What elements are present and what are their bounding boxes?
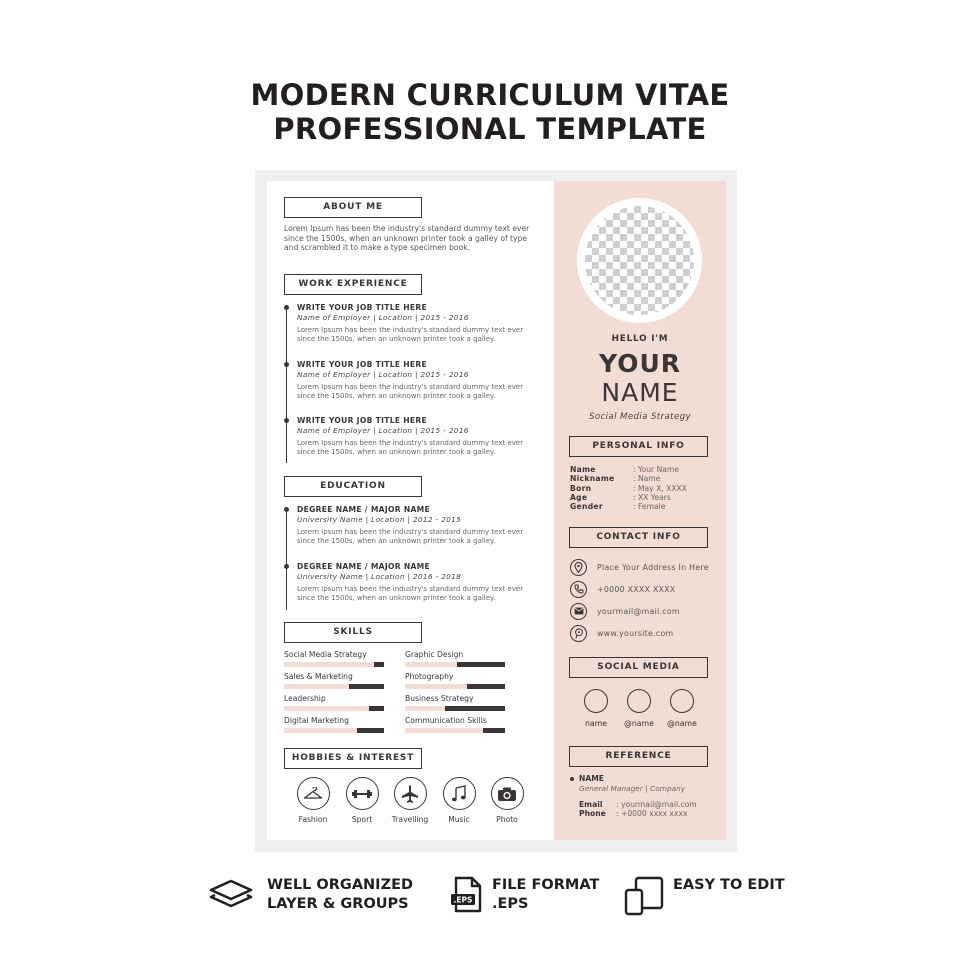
feature-layers [207,876,413,914]
profile-role: Social Media Strategy [589,412,691,422]
personal-info-row [570,465,710,474]
reference-row [570,809,720,818]
skill-item [405,716,505,733]
social-handle: name [584,719,608,728]
greeting: HELLO I'M [611,334,669,344]
skill-bar-fill [467,684,505,689]
hobby-label: Music [448,815,470,824]
social-icon-circle[interactable] [670,689,694,713]
reference-block [570,774,720,819]
location-pin-icon [570,559,587,576]
devices-icon [624,876,664,916]
eps-file-icon-label: .EPS [453,895,473,905]
hobby-label: Photo [496,815,518,824]
work-entry [297,303,525,344]
feature-text [267,876,413,914]
skill-label: Leadership [284,694,326,703]
hobbies-heading: HOBBIES & INTEREST [284,748,422,769]
layers-icon [207,878,255,912]
personal-info-row [570,474,710,483]
work-entry-title: WRITE YOUR JOB TITLE HERE [297,416,428,425]
work-entry-title: WRITE YOUR JOB TITLE HERE [297,360,428,369]
education-entry-title: DEGREE NAME / MAJOR NAME [297,505,431,514]
education-entry [297,505,525,546]
education-timeline [286,509,287,610]
personal-info-value: : Female [633,502,666,512]
skill-bar [405,728,505,733]
personal-info-value: : XX Years [633,492,671,502]
timeline-dot [284,418,289,423]
contact-item [570,602,720,620]
education-entry [297,562,525,603]
work-entry-subtitle: Name of Employer | Location | 2015 - 2016 [297,312,469,322]
personal-info-row [570,493,710,502]
skill-bar-fill [445,706,505,711]
social-handle: @name [624,719,654,728]
work-entry-description: Lorem Ipsum has been the industry's standard dummy text ever since the 1500s, when an unknown printer took a galley. [297,325,524,343]
reference-value: : yourmail@mail.com [616,800,697,809]
about-heading: ABOUT ME [284,197,422,218]
education-entry-title: DEGREE NAME / MAJOR NAME [297,562,431,571]
globe-pin-icon [570,625,587,642]
contact-address: Place Your Address In Here [597,562,709,572]
contact-website[interactable]: www.yoursite.com [597,628,674,638]
skill-label: Photography [405,672,454,681]
work-entry [297,360,525,401]
reference-row [570,800,720,809]
hobby-icon-circle [491,777,524,810]
skill-item [284,672,384,689]
personal-info-key: Nickname [570,474,615,484]
dumbbell-icon [352,787,372,801]
skill-bar-fill [483,728,505,733]
timeline-dot [284,305,289,310]
title-line-2: PROFESSIONAL TEMPLATE [273,112,707,146]
personal-info-value: : May X, XXXX [633,483,687,493]
page-title [0,78,980,146]
feature-easy-edit [624,876,785,916]
education-entry-subtitle: University Name | Location | 2016 - 2018 [297,571,462,581]
reference-key: Phone [579,809,606,819]
feature-text [492,876,599,914]
personal-info-value: : Name [633,474,661,484]
hobby-icon-circle [394,777,427,810]
work-entry-description: Lorem Ipsum has been the industry's standard dummy text ever since the 1500s, when an unknown printer took a galley. [297,382,524,400]
skill-item [405,694,505,711]
personal-info-heading: PERSONAL INFO [569,436,708,457]
contact-email[interactable]: yourmail@mail.com [597,606,680,616]
skill-bar [405,662,505,667]
phone-icon [570,581,587,598]
hobby-item [385,777,435,824]
hobby-icon-circle [346,777,379,810]
personal-info-value: : Your Name [633,465,679,474]
social-icon-circle[interactable] [584,689,608,713]
skill-bar [284,728,384,733]
skill-bar-fill [349,684,384,689]
skill-item [405,650,505,667]
reference-value: : +0000 xxxx xxxx [616,809,688,819]
title-line-1: MODERN CURRICULUM VITAE [250,78,730,112]
reference-heading: REFERENCE [569,746,708,767]
personal-info-key: Age [570,492,588,502]
skill-bar [405,684,505,689]
skill-label: Social Media Strategy [284,650,367,659]
personal-info-key: Name [570,465,596,474]
about-text: Lorem Ipsum has been the industry's standard dummy text ever since the 1500s, when an unknown printer took a galley of type and scrambled it to make a type specimen book. [284,224,530,252]
feature-line: FILE FORMAT [492,877,600,893]
feature-text [673,876,785,895]
work-entry-description: Lorem Ipsum has been the industry's standard dummy text ever since the 1500s, when an unknown printer took a galley. [297,438,524,456]
personal-info-list [570,465,710,511]
education-entry-subtitle: University Name | Location | 2012 - 2015 [297,514,462,524]
social-handle: @name [667,719,697,728]
contact-item [570,624,720,642]
airplane-icon [400,784,420,804]
envelope-icon [570,603,587,620]
education-heading: EDUCATION [284,476,422,497]
skill-label: Digital Marketing [284,716,349,725]
skill-bar-fill [369,706,384,711]
social-icon-circle[interactable] [627,689,651,713]
skill-label: Graphic Design [405,650,464,659]
skill-label: Sales & Marketing [284,672,353,681]
education-entry-description: Lorem Ipsum has been the industry's standard dummy text ever since the 1500s, when an unknown printer took a galley. [297,584,524,602]
timeline-dot [284,362,289,367]
skill-label: Communication Skills [405,716,487,725]
skills-heading: SKILLS [284,622,422,643]
last-name: NAME [601,378,679,407]
personal-info-row [570,502,710,511]
skill-bar [284,662,384,667]
skill-bar [284,706,384,711]
reference-position: General Manager | Company [579,784,686,793]
skill-bar-fill [457,662,505,667]
hobby-icon-circle [297,777,330,810]
education-entry-description: Lorem Ipsum has been the industry's standard dummy text ever since the 1500s, when an unknown printer took a galley. [297,527,524,545]
skill-bar [405,706,505,711]
first-name: YOUR [598,349,681,378]
skill-bar [284,684,384,689]
skill-bar-fill [374,662,384,667]
hobby-label: Fashion [298,815,328,824]
contact-item [570,558,720,576]
eps-file-icon [450,876,484,914]
personal-info-key: Gender [570,502,603,512]
work-entry-subtitle: Name of Employer | Location | 2015 - 2016 [297,425,469,435]
profile-photo-placeholder[interactable] [585,206,694,315]
skill-label: Business Strategy [405,694,474,703]
feature-file-format [450,876,599,914]
social-media-heading: SOCIAL MEDIA [569,657,708,678]
skill-item [284,650,384,667]
hobby-icon-circle [443,777,476,810]
skill-item [284,716,384,733]
contact-info-heading: CONTACT INFO [569,527,708,548]
hobby-item [288,777,338,824]
timeline-dot [284,507,289,512]
timeline-dot [284,564,289,569]
hobby-item [337,777,387,824]
social-item[interactable] [657,689,707,728]
hobby-label: Sport [351,815,373,824]
contact-phone: +0000 XXXX XXXX [597,584,676,594]
feature-line: WELL ORGANIZED [267,877,414,893]
feature-line: .EPS [492,896,529,912]
camera-icon [497,786,517,802]
contact-item [570,580,720,598]
work-heading: WORK EXPERIENCE [284,274,422,295]
work-entry [297,416,525,457]
music-note-icon [451,785,467,803]
feature-line: EASY TO EDIT [673,877,785,893]
reference-name: NAME [570,774,720,784]
work-entry-title: WRITE YOUR JOB TITLE HERE [297,303,428,312]
hobby-label: Travelling [391,815,429,824]
work-timeline [286,309,287,463]
skill-item [405,672,505,689]
reference-key: Email [579,800,603,809]
feature-line: LAYER & GROUPS [267,896,409,912]
skill-bar-fill [357,728,384,733]
personal-info-row [570,484,710,493]
hobby-item [434,777,484,824]
work-entry-subtitle: Name of Employer | Location | 2015 - 2016 [297,369,469,379]
personal-info-key: Born [570,483,592,493]
skill-item [284,694,384,711]
hanger-icon [303,787,323,801]
hobby-item [482,777,532,824]
